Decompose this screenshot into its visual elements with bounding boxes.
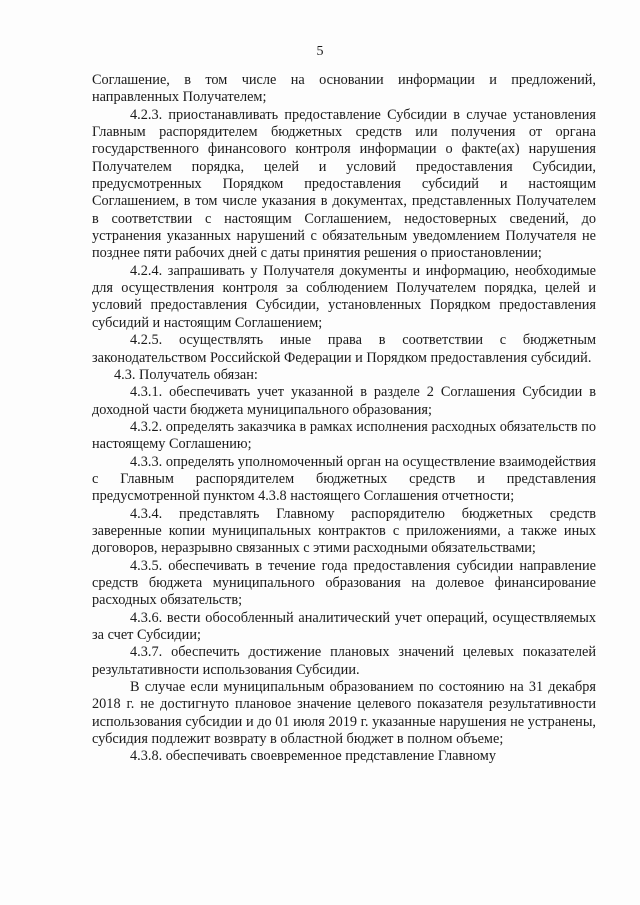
paragraph-refund-condition: В случае если муниципальным образованием по состоянию на 31 декабря 2018 г. не достигнуто плановое значение целевого показателя результативности использования субсидии и до 01 июля 2019 г. указанные нарушения не устранены, субсидия подлежит возврату в областной бюджет в полном объеме; [92,679,596,748]
paragraph-4-3-1: 4.3.1. обеспечивать учет указанной в разделе 2 Соглашения Субсидии в доходной части бюджета муниципального образования; [92,384,596,418]
paragraph-4-3-heading: 4.3. Получатель обязан: [114,366,258,383]
paragraph-continuation: Соглашение, в том числе на основании информации и предложений, направленных Получателем; [92,72,596,106]
paragraph-4-2-5: 4.2.5. осуществлять иные права в соответствии с бюджетным законодательством Российской Федерации и Порядком предоставления субсидий. [92,332,596,366]
page-number: 5 [316,44,324,59]
paragraph-4-2-4: 4.2.4. запрашивать у Получателя документы и информацию, необходимые для осуществления контроля за соблюдением Получателем порядка, целей и условий предоставления Субсидии, установленных Порядком предоставления субсидий и настоящим Соглашением; [92,262,596,331]
paragraph-4-2-3: 4.2.3. приостанавливать предоставление Субсидии в случае установления Главным распорядителем бюджетных средств или получения от органа государственного финансового контроля информации о факте(ах) нарушения Получателем порядка, целей и условий предоставления Субсидии, предусмотренных Порядком предоставления субсидий и настоящим Соглашением, в том числе указания в документах, представленных Получателем в соответствии с настоящим Соглашением, недостоверных сведений, до устранения указанных нарушений с обязательным уведомлением Получателя не позднее пяти рабочих дней с даты принятия решения о приостановлении; [92,106,596,262]
paragraph-4-3-3: 4.3.3. определять уполномоченный орган на осуществление взаимодействия с Главным распорядителем бюджетных средств и представления предусмотренной пунктом 4.3.8 настоящего Соглашения отчетности; [92,453,596,505]
paragraph-4-3-6: 4.3.6. вести обособленный аналитический учет операций, осуществляемых за счет Субсидии; [92,609,596,643]
paragraph-4-3-8: 4.3.8. обеспечивать своевременное представление Главному [130,748,496,765]
paragraph-4-3-2: 4.3.2. определять заказчика в рамках исполнения расходных обязательств по настоящему Соглашению; [92,418,596,453]
paragraph-4-3-7: 4.3.7. обеспечить достижение плановых значений целевых показателей результативности использования Субсидии. [92,644,596,678]
paragraph-4-3-4: 4.3.4. представлять Главному распорядителю бюджетных средств заверенные копии муниципальных контрактов с приложениями, а также иных договоров, неразрывно связанных с этими расходными обязательствами; [92,505,596,557]
document-body [92,72,596,766]
paragraph-4-3-5: 4.3.5. обеспечивать в течение года предоставления субсидии направление средств бюджета муниципального образования на долевое финансирование расходных обязательств; [92,557,596,609]
